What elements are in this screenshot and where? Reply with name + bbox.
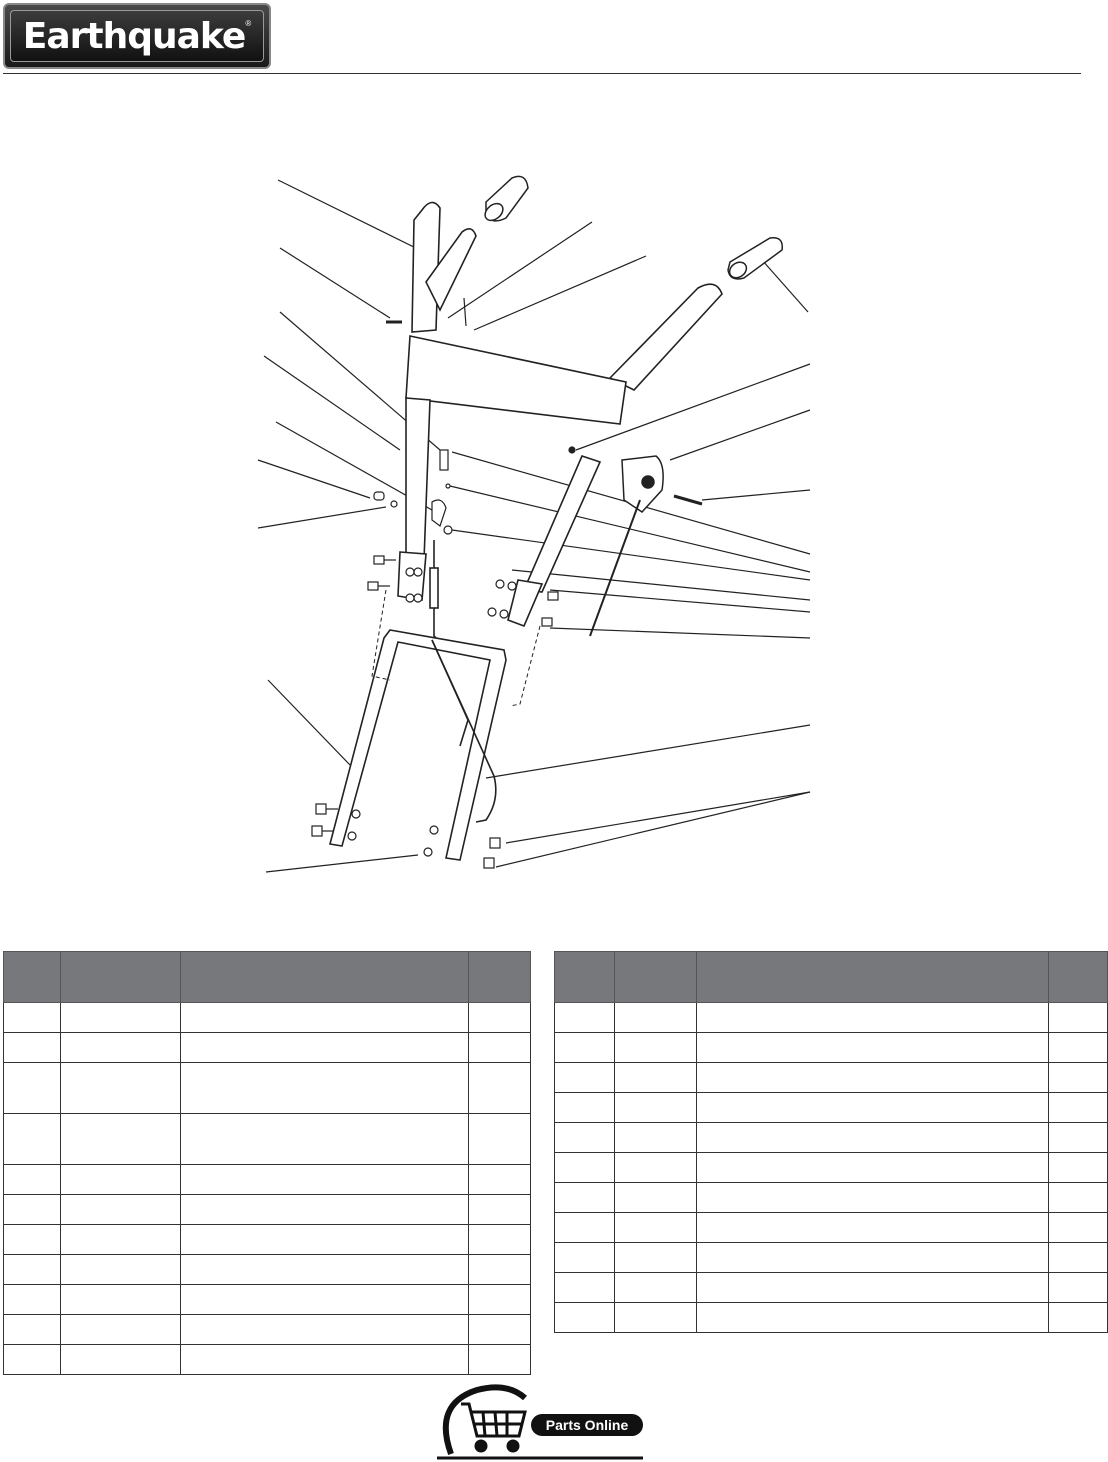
table-row <box>555 1123 1108 1153</box>
table-row <box>4 1195 531 1225</box>
table-cell <box>555 1273 615 1303</box>
table-cell <box>615 1303 697 1333</box>
table-cell <box>615 1033 697 1063</box>
bolt <box>674 496 702 504</box>
table-cell <box>469 1003 531 1033</box>
table-cell <box>61 1315 181 1345</box>
table-cell <box>1049 1183 1108 1213</box>
table-cell <box>4 1255 61 1285</box>
table-cell <box>469 1345 531 1375</box>
table-cell <box>4 1114 61 1165</box>
cable-adjuster <box>430 568 438 608</box>
table-cell <box>181 1285 469 1315</box>
table-header-row <box>4 952 531 1003</box>
table-cell <box>61 1225 181 1255</box>
table-cell <box>555 1183 615 1213</box>
table-row <box>4 1114 531 1165</box>
table-cell <box>469 1225 531 1255</box>
table-cell <box>697 1093 1049 1123</box>
table-cell <box>61 1063 181 1114</box>
table-row <box>555 1093 1108 1123</box>
table-cell <box>61 1195 181 1225</box>
control-pivot <box>642 476 654 488</box>
parts-table-left <box>3 951 531 1375</box>
small-hardware <box>374 298 575 534</box>
table-cell <box>61 1345 181 1375</box>
parts-diagram <box>250 160 820 880</box>
table-body-right <box>555 1003 1108 1333</box>
badge-text: Parts Online <box>545 1417 629 1433</box>
table-cell <box>181 1255 469 1285</box>
table-cell <box>4 1225 61 1255</box>
table-row <box>555 1003 1108 1033</box>
table-cell <box>615 1183 697 1213</box>
table-cell <box>4 1345 61 1375</box>
table-cell <box>469 1114 531 1165</box>
table-cell <box>697 1123 1049 1153</box>
table-cell <box>61 1165 181 1195</box>
leader-line <box>266 855 418 872</box>
table-cell <box>181 1225 469 1255</box>
table-body-left <box>4 1003 531 1375</box>
table-row <box>4 1165 531 1195</box>
table-cell <box>615 1003 697 1033</box>
table-cell <box>4 1063 61 1114</box>
table-cell <box>181 1315 469 1345</box>
table-cell <box>697 1303 1049 1333</box>
table-row <box>555 1153 1108 1183</box>
table-cell <box>1049 1303 1108 1333</box>
table-row <box>555 1273 1108 1303</box>
table-row <box>555 1243 1108 1273</box>
leader-line <box>486 725 810 778</box>
parts-online-badge[interactable] <box>437 1384 645 1460</box>
table-row <box>4 1255 531 1285</box>
table-cell <box>469 1315 531 1345</box>
table-cell <box>615 1063 697 1093</box>
table-cell <box>4 1285 61 1315</box>
table-cell <box>1049 1033 1108 1063</box>
table-cell <box>555 1003 615 1033</box>
table-cell <box>555 1063 615 1093</box>
table-row <box>4 1033 531 1063</box>
leader-line <box>452 530 810 580</box>
table-cell <box>61 1285 181 1315</box>
table-cell <box>615 1213 697 1243</box>
leader-line <box>474 256 646 330</box>
table-row <box>4 1315 531 1345</box>
header-cell <box>697 952 1049 1003</box>
table-cell <box>469 1063 531 1114</box>
table-cell <box>4 1165 61 1195</box>
table-cell <box>615 1243 697 1273</box>
table-cell <box>469 1165 531 1195</box>
leader-line <box>550 628 810 638</box>
table-cell <box>61 1003 181 1033</box>
table-cell <box>697 1033 1049 1063</box>
leader-line <box>670 410 810 460</box>
table-cell <box>1049 1063 1108 1093</box>
table-cell <box>615 1093 697 1123</box>
table-cell <box>1049 1123 1108 1153</box>
table-cell <box>697 1153 1049 1183</box>
leader-line <box>496 792 810 867</box>
table-cell <box>697 1003 1049 1033</box>
brand-logo-inner <box>10 10 264 62</box>
table-cell <box>469 1255 531 1285</box>
table-cell <box>615 1123 697 1153</box>
header-cell <box>181 952 469 1003</box>
header-divider <box>3 73 1081 74</box>
header-cell <box>555 952 615 1003</box>
leader-line <box>258 507 386 528</box>
table-cell <box>61 1033 181 1063</box>
header-cell <box>1049 952 1108 1003</box>
table-cell <box>181 1114 469 1165</box>
leader-line <box>280 248 390 318</box>
table-cell <box>555 1033 615 1063</box>
leader-line <box>550 590 810 612</box>
brand-logo-text: Earthquake <box>22 15 246 57</box>
leader-line <box>506 792 810 843</box>
table-row <box>555 1303 1108 1333</box>
leader-line <box>762 260 808 312</box>
header-cell <box>4 952 61 1003</box>
table-cell <box>4 1033 61 1063</box>
table-cell <box>1049 1243 1108 1273</box>
shopping-cart-icon <box>461 1404 525 1451</box>
table-row <box>4 1225 531 1255</box>
table-row <box>4 1285 531 1315</box>
table-cell <box>4 1315 61 1345</box>
header-cell <box>469 952 531 1003</box>
lower-right-tube <box>524 456 600 592</box>
table-cell <box>1049 1093 1108 1123</box>
table-row <box>4 1063 531 1114</box>
table-cell <box>697 1063 1049 1093</box>
left-grip <box>482 176 528 223</box>
table-cell <box>4 1003 61 1033</box>
table-cell <box>4 1195 61 1225</box>
table-cell <box>555 1243 615 1273</box>
table-cell <box>61 1255 181 1285</box>
right-grip <box>727 238 783 281</box>
table-cell <box>555 1303 615 1333</box>
table-cell <box>181 1195 469 1225</box>
table-cell <box>1049 1273 1108 1303</box>
header-cell <box>615 952 697 1003</box>
table-cell <box>697 1273 1049 1303</box>
table-cell <box>181 1003 469 1033</box>
handle-crossbar <box>406 336 626 424</box>
table-cell <box>181 1165 469 1195</box>
leader-line <box>268 680 350 765</box>
table-cell <box>697 1213 1049 1243</box>
table-header-row <box>555 952 1108 1003</box>
control-rod <box>590 500 640 636</box>
brand-logo <box>3 3 271 69</box>
lower-left-tube <box>406 398 430 562</box>
alignment-line <box>510 626 540 706</box>
table-cell <box>555 1213 615 1243</box>
table-cell <box>469 1285 531 1315</box>
frame-brace-inner <box>432 640 468 746</box>
table-cell <box>555 1093 615 1123</box>
header-cell <box>61 952 181 1003</box>
leader-line <box>702 490 810 500</box>
table-cell <box>615 1273 697 1303</box>
table-cell <box>1049 1213 1108 1243</box>
table-row <box>555 1063 1108 1093</box>
table-cell <box>61 1114 181 1165</box>
table-cell <box>181 1345 469 1375</box>
table-row <box>555 1183 1108 1213</box>
upper-handle-right-bar <box>610 284 722 390</box>
leader-line <box>278 180 430 255</box>
table-row <box>4 1345 531 1375</box>
table-cell <box>615 1153 697 1183</box>
table-cell <box>469 1033 531 1063</box>
leader-line <box>264 356 400 450</box>
table-cell <box>1049 1003 1108 1033</box>
table-cell <box>697 1183 1049 1213</box>
registered-mark: ® <box>245 19 252 28</box>
table-row <box>555 1213 1108 1243</box>
parts-table-right <box>554 951 1108 1333</box>
table-cell <box>555 1123 615 1153</box>
table-cell <box>697 1243 1049 1273</box>
table-cell <box>1049 1153 1108 1183</box>
table-row <box>4 1003 531 1033</box>
table-cell <box>181 1033 469 1063</box>
table-row <box>555 1033 1108 1063</box>
table-cell <box>469 1195 531 1225</box>
table-cell <box>181 1063 469 1114</box>
table-cell <box>555 1153 615 1183</box>
